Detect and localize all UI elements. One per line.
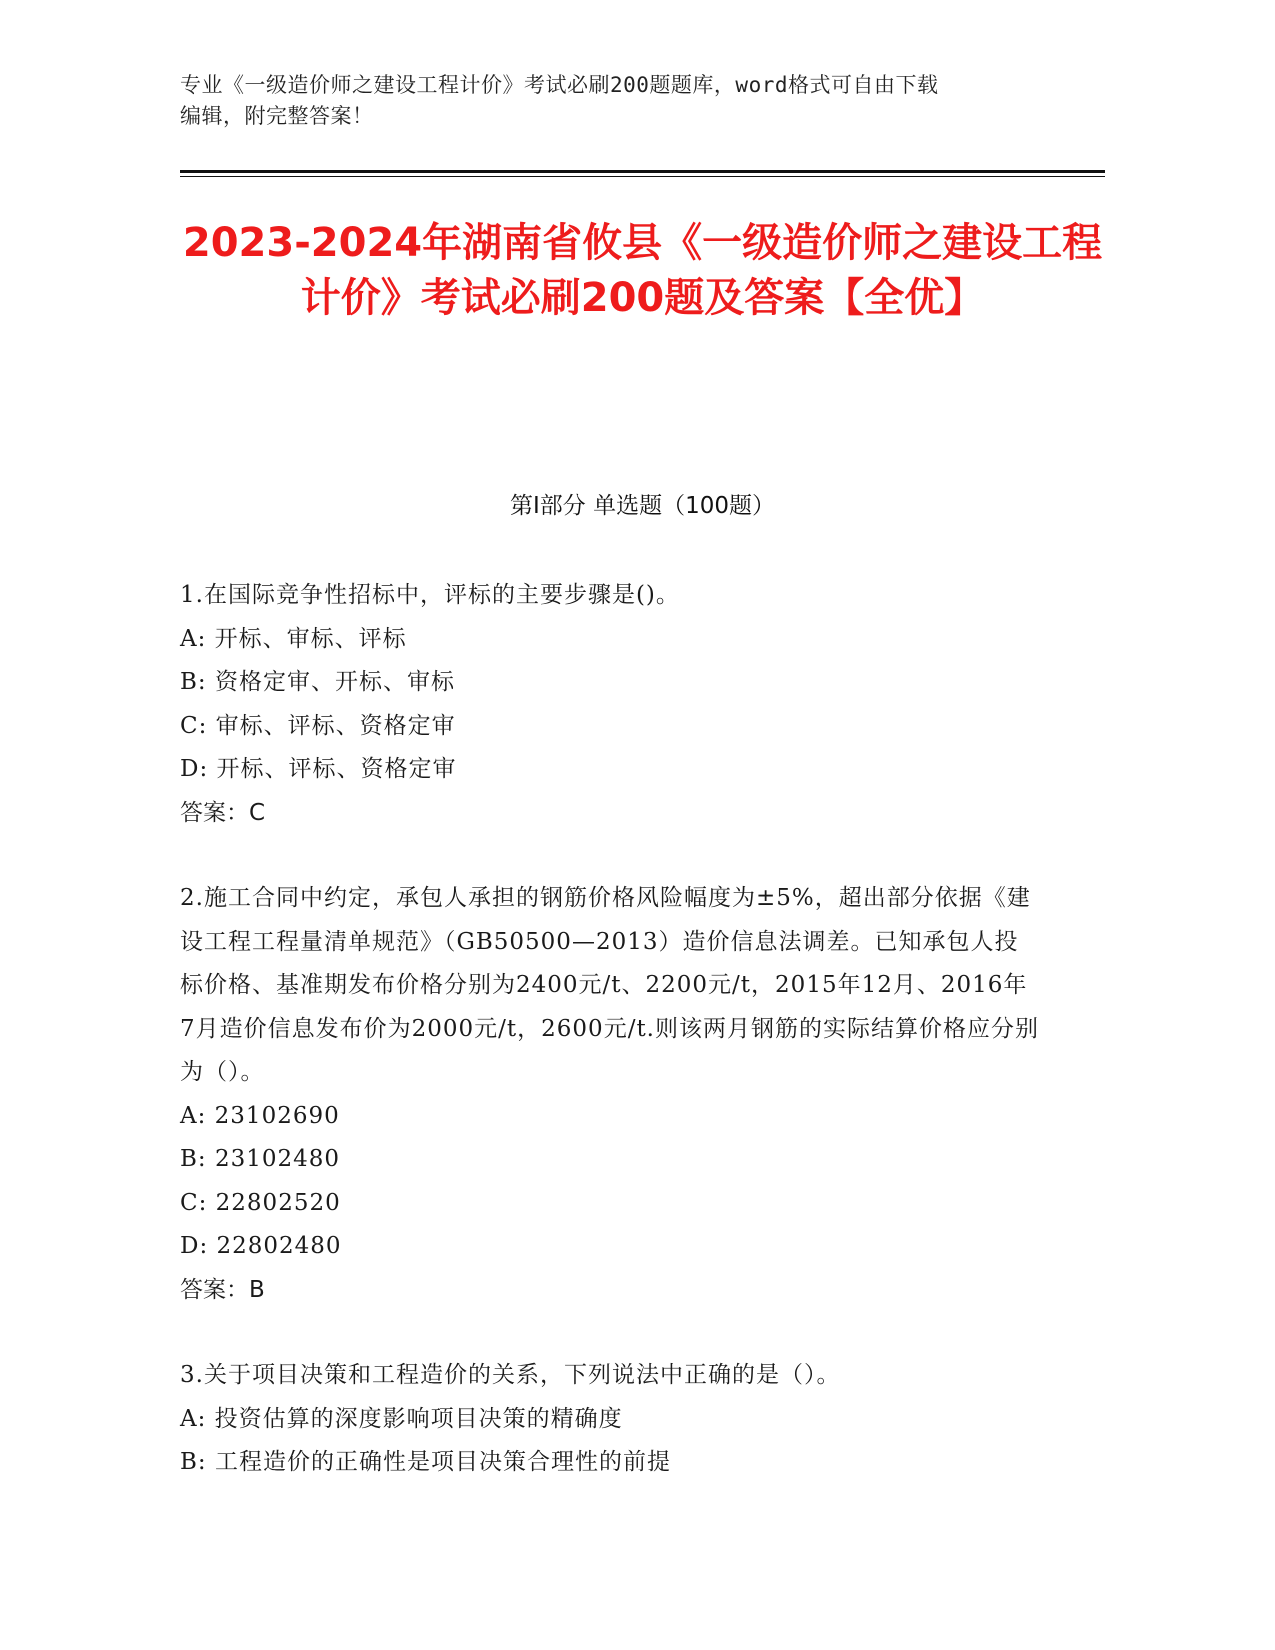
section-heading: 第I部分 单选题（100题）: [510, 493, 775, 519]
header-rule-thick: [180, 170, 1105, 173]
header-rule-thin: [180, 176, 1105, 177]
option-a: A: 23102690: [180, 1102, 340, 1129]
header-note: 专业《一级造价师之建设工程计价》考试必刷200题题库，word格式可自由下载 编辑，附完整答案！: [180, 73, 939, 128]
answer-line: 答案：B: [180, 1276, 265, 1303]
answer-line: 答案：C: [180, 799, 266, 826]
option-c: C: 审标、评标、资格定审: [180, 712, 456, 739]
option-b: B: 23102480: [180, 1146, 341, 1172]
question-1: [180, 574, 1040, 835]
question-3: [180, 1354, 1040, 1485]
question-stem: 2.施工合同中约定，承包人承担的钢筋价格风险幅度为±5%，超出部分依据《建设工程工程量清单规范》（GB50500—2013）造价信息法调差。已知承包人投标价格、基准期发布价格分别为2400元/t、2200元/t，2015年12月、2016年7月造价信息发布价为2000元/t，2600元/t.则该两月钢筋的实际结算价格应分别为（）。: [180, 885, 1039, 1085]
option-d: D: 22802480: [180, 1233, 342, 1259]
option-a: A: 投资估算的深度影响项目决策的精确度: [180, 1405, 623, 1432]
question-2: [180, 877, 1040, 1312]
question-stem: 1.在国际竞争性招标中，评标的主要步骤是()。: [180, 582, 680, 608]
option-b: B: 资格定审、开标、审标: [180, 669, 455, 695]
question-stem: 3.关于项目决策和工程造价的关系，下列说法中正确的是（）。: [180, 1362, 841, 1388]
option-d: D: 开标、评标、资格定审: [180, 756, 457, 782]
option-a: A: 开标、审标、评标: [180, 625, 407, 652]
document-title: 2023-2024年湖南省攸县《一级造价师之建设工程计价》考试必刷200题及答案【全优】: [182, 220, 1103, 321]
option-b: B: 工程造价的正确性是项目决策合理性的前提: [180, 1449, 671, 1475]
question-list: [180, 574, 1040, 1527]
option-c: C: 22802520: [180, 1189, 341, 1216]
document-page: [180, 70, 1105, 1475]
header-rule: [180, 170, 1105, 177]
